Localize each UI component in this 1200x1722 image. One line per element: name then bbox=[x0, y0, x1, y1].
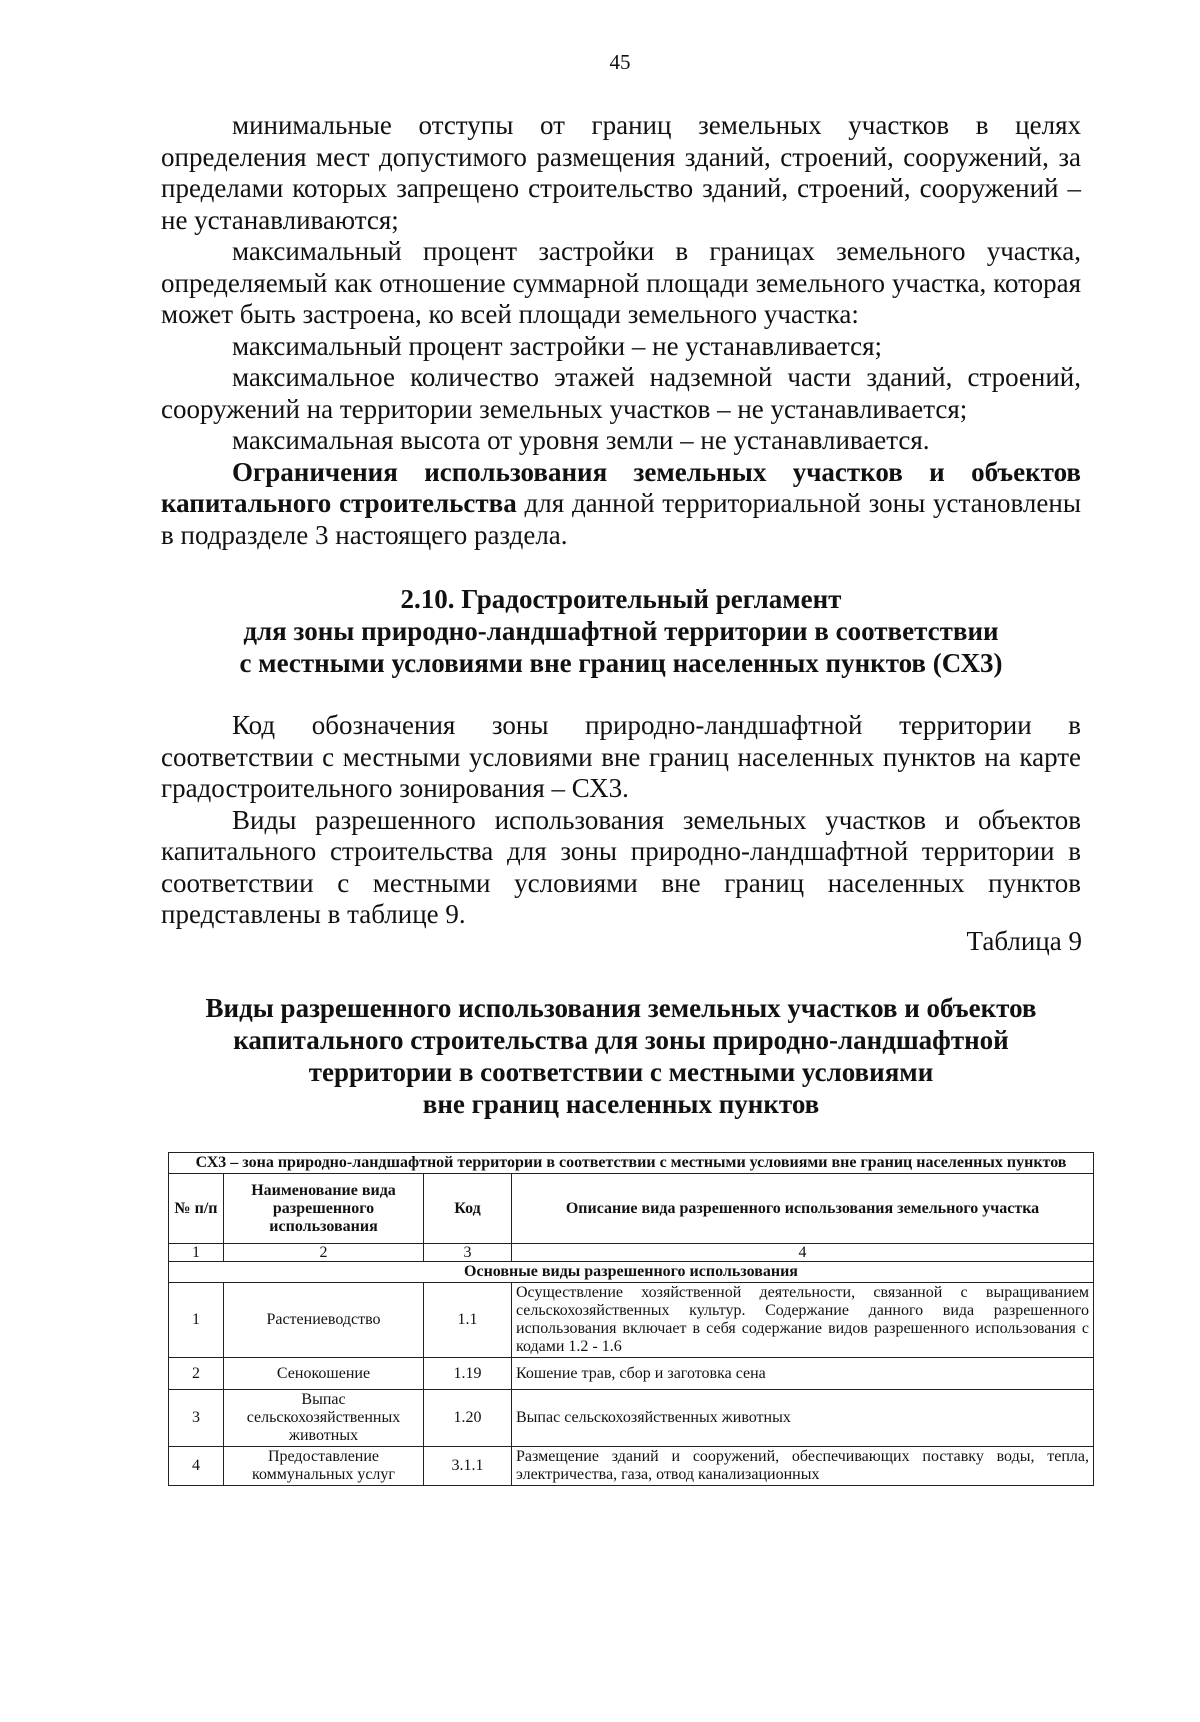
permitted-use-table bbox=[168, 1152, 1094, 1486]
row-number: 2 bbox=[169, 1358, 224, 1390]
column-number-1: 1 bbox=[169, 1244, 224, 1262]
section-heading-line-2: для зоны природно-ландшафтной территории в соответствии bbox=[243, 616, 999, 646]
column-header-code: Код bbox=[424, 1174, 512, 1244]
table-row bbox=[169, 1447, 1094, 1486]
table-title-line-3: территории в соответствии с местными условиями bbox=[308, 1057, 934, 1087]
row-use-name: Сенокошение bbox=[224, 1358, 424, 1390]
page-number: 45 bbox=[609, 50, 631, 74]
paragraph-max-coverage-definition: максимальный процент застройки в границах земельного участка, определяемый как отношение суммарной площади земельного участка, которая может быть застроена, ко всей площади земельного участка: bbox=[161, 236, 1081, 329]
section-row bbox=[169, 1262, 1094, 1283]
row-use-name: Выпас сельскохозяйственных животных bbox=[224, 1390, 424, 1447]
paragraph-max-floors: максимальное количество этажей надземной части зданий, строений, сооружений на территории земельных участков – не устанавливается; bbox=[161, 362, 1081, 424]
section-heading bbox=[161, 583, 1081, 679]
paragraph-permitted-uses: Виды разрешенного использования земельных участков и объектов капитального строительства для зоны природно-ландшафтной территории в соответствии с местными условиями вне границ населенных пунктов представлены в таблице 9. bbox=[161, 804, 1081, 929]
paragraph-max-coverage: максимальный процент застройки – не устанавливается; bbox=[232, 330, 883, 361]
row-number: 3 bbox=[169, 1390, 224, 1447]
intro-text bbox=[161, 110, 1081, 551]
paragraph-zone-code: Код обозначения зоны природно-ландшафтной территории в соответствии с местными условиями вне границ населенных пунктов на карте градостроительного зонирования – СХ3. bbox=[161, 710, 1081, 803]
section-heading-line-3: с местными условиями вне границ населенных пунктов (СХ3) bbox=[239, 648, 1003, 678]
row-use-name: Предоставление коммунальных услуг bbox=[224, 1447, 424, 1486]
row-use-name: Растениеводство bbox=[224, 1283, 424, 1358]
table-title-line-1: Виды разрешенного использования земельных участков и объектов bbox=[205, 993, 1037, 1023]
paragraph-setbacks: минимальные отступы от границ земельных участков в целях определения мест допустимого размещения зданий, строений, сооружений, за пределами которых запрещено строительство зданий, строений, сооружений – не устанавливаются; bbox=[161, 110, 1081, 235]
column-header-number: № п/п bbox=[169, 1174, 224, 1244]
column-header-row bbox=[169, 1174, 1094, 1244]
table-caption: Таблица 9 bbox=[966, 926, 1082, 956]
section-body bbox=[161, 710, 1081, 931]
column-header-name: Наименование вида разрешенного использования bbox=[224, 1174, 424, 1244]
table-title bbox=[161, 992, 1081, 1120]
restrictions-rest-text: для данной территориальной зоны установлены в подразделе 3 настоящего раздела. bbox=[161, 488, 1081, 550]
paragraph-restrictions bbox=[161, 457, 1081, 552]
column-number-2: 2 bbox=[224, 1244, 424, 1262]
row-description: Осуществление хозяйственной деятельности, связанной с выращиванием сельскохозяйственных культур. Содержание данного вида разрешенного использования включает в себя содержание видов разрешенного использования с кодами 1.2 - 1.6 bbox=[512, 1283, 1094, 1358]
section-heading-line-1: 2.10. Градостроительный регламент bbox=[400, 584, 842, 614]
row-description: Размещение зданий и сооружений, обеспечивающих поставку воды, тепла, электричества, газа, отвод канализационных bbox=[512, 1447, 1094, 1486]
row-number: 1 bbox=[169, 1283, 224, 1358]
row-code: 1.1 bbox=[424, 1283, 512, 1358]
zone-header-cell: СХ3 – зона природно-ландшафтной территории в соответствии с местными условиями вне границ населенных пунктов bbox=[169, 1153, 1094, 1174]
table-row bbox=[169, 1283, 1094, 1358]
paragraph-max-height: максимальная высота от уровня земли – не устанавливается. bbox=[232, 425, 930, 455]
section-row-cell: Основные виды разрешенного использования bbox=[169, 1262, 1094, 1283]
zone-header-row bbox=[169, 1153, 1094, 1174]
table-row bbox=[169, 1358, 1094, 1390]
restrictions-bold-text: Ограничения использования земельных участков и объектов капитального строительства bbox=[161, 456, 1081, 518]
table-title-line-2: капитального строительства для зоны природно-ландшафтной bbox=[233, 1025, 1009, 1055]
table-row bbox=[169, 1390, 1094, 1447]
row-description: Выпас сельскохозяйственных животных bbox=[512, 1390, 1094, 1447]
column-number-3: 3 bbox=[424, 1244, 512, 1262]
column-header-description: Описание вида разрешенного использования земельного участка bbox=[512, 1174, 1094, 1244]
row-code: 1.20 bbox=[424, 1390, 512, 1447]
row-code: 1.19 bbox=[424, 1358, 512, 1390]
row-number: 4 bbox=[169, 1447, 224, 1486]
table-title-line-4: вне границ населенных пунктов bbox=[422, 1089, 820, 1119]
row-code: 3.1.1 bbox=[424, 1447, 512, 1486]
column-number-4: 4 bbox=[512, 1244, 1094, 1262]
column-number-row bbox=[169, 1244, 1094, 1262]
row-description: Кошение трав, сбор и заготовка сена bbox=[512, 1358, 1094, 1390]
